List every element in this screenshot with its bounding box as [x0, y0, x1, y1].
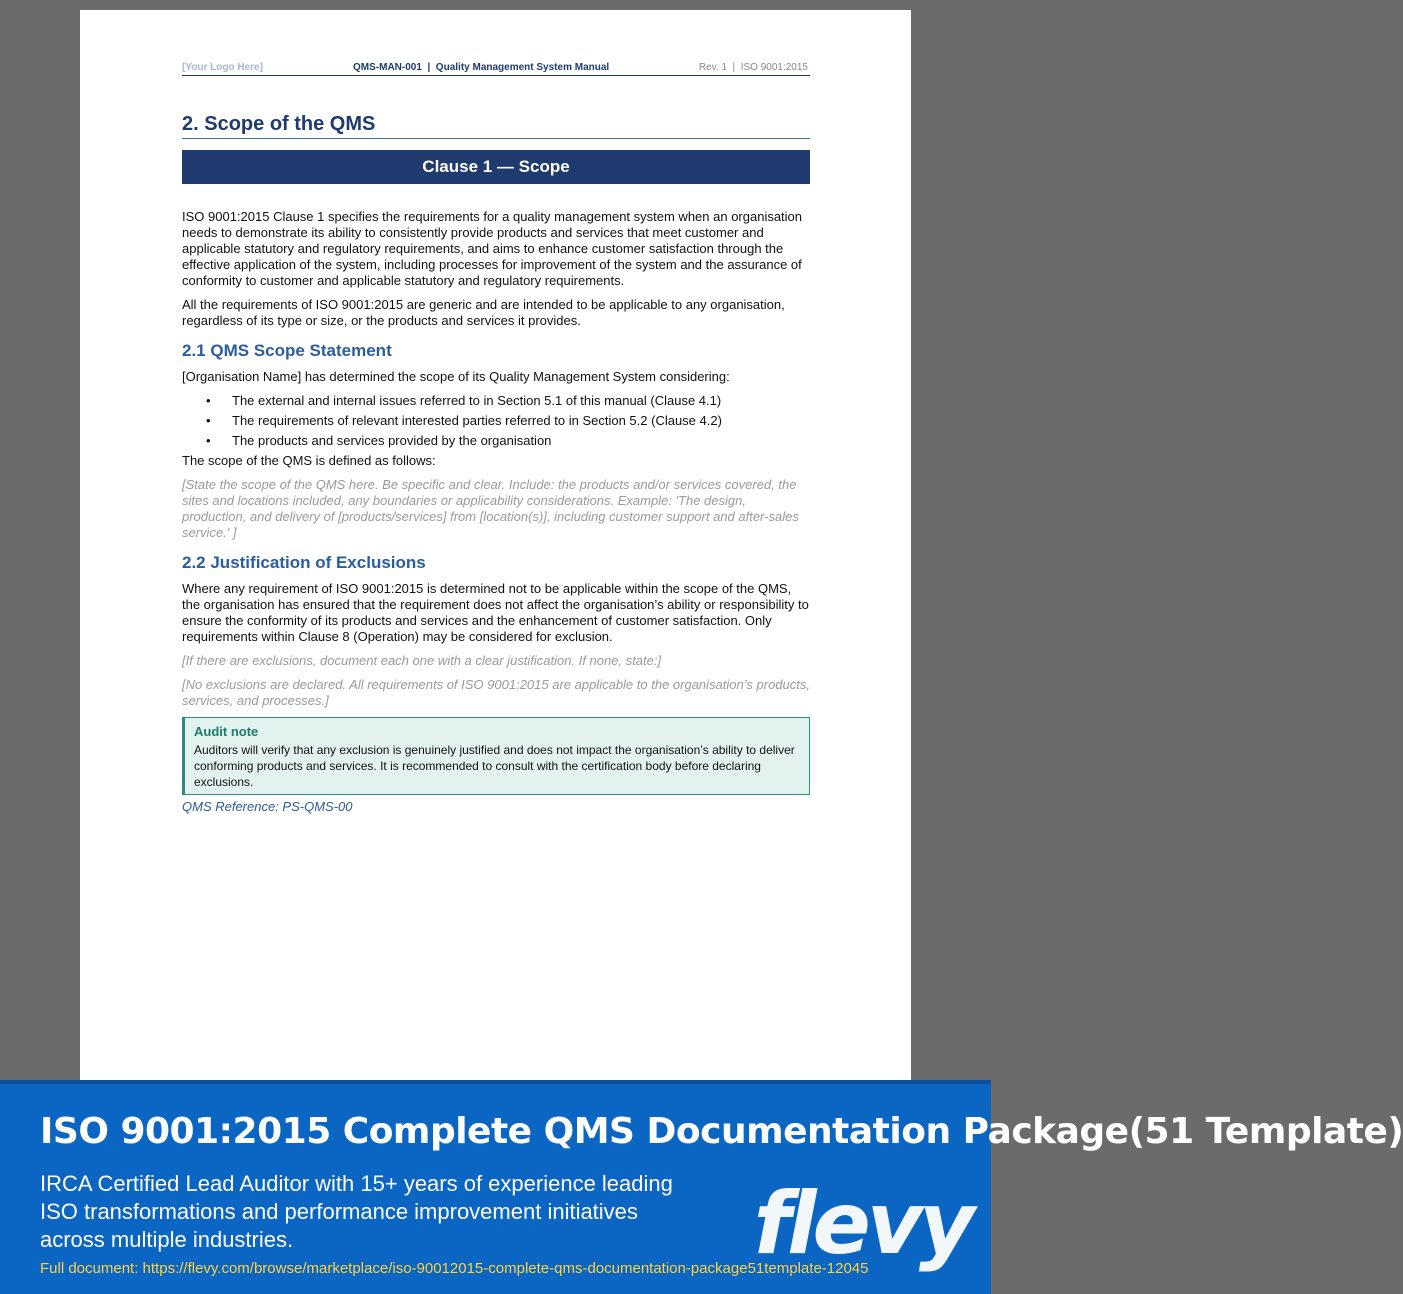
list-item-text: The requirements of relevant interested parties referred to in Section 5.2 (Clause 4.2) — [232, 413, 722, 428]
document-id-title: QMS-MAN-001 | Quality Management System Manual — [353, 62, 610, 73]
promo-banner — [0, 1080, 1403, 1294]
banner-title: ISO 9001:2015 Complete QMS Documentation Package(51 Template) — [40, 1111, 1403, 1152]
document-page — [80, 10, 911, 1085]
audit-note-box — [182, 717, 810, 795]
section-title: 2. Scope of the QMS — [182, 112, 810, 139]
scope-placeholder: [State the scope of the QMS here. Be specific and clear. Include: the products and/or services covered, the sites and locations included, any boundaries or applicability considerations. Example: 'The design, production, and delivery of [products/services] from [location(s)], including customer support and after-sales service.' ] — [182, 477, 799, 540]
flevy-logo: flevy — [753, 1174, 971, 1274]
bullet-icon: • — [206, 393, 211, 408]
intro-paragraph-2: All the requirements of ISO 9001:2015 are generic and are intended to be applicable to any organisation, regardless of its type or size, or the products and services it provides. — [182, 297, 785, 328]
logo-placeholder: [Your Logo Here] — [182, 62, 263, 73]
audit-note-text: Auditors will verify that any exclusion is genuinely justified and does not impact the organisation’s ability to deliver conforming products and services. It is recommended to consult with the certification body before declaring exclusions. — [194, 743, 795, 789]
revision-standard: Rev. 1 | ISO 9001:2015 — [698, 62, 808, 73]
qms-reference: QMS Reference: PS-QMS-00 — [182, 799, 353, 814]
document-header — [182, 60, 810, 76]
list-item — [182, 393, 810, 409]
audit-note-title: Audit note — [194, 724, 259, 739]
bullet-icon: • — [206, 413, 211, 428]
exclusions-body: Where any requirement of ISO 9001:2015 is determined not to be applicable within the scope of the QMS, the organisation has ensured that the requirement does not affect the organisation’s ability or responsibility to ensure the conformity of its products and services and the enhancement of customer satisfaction. Only requirements within Clause 8 (Operation) may be considered for exclusion. — [182, 581, 809, 644]
exclusions-placeholder-1: [If there are exclusions, document each one with a clear justification. If none, state:] — [182, 653, 662, 668]
scope-statement-lead: [Organisation Name] has determined the scope of its Quality Management System considering: — [182, 369, 730, 384]
intro-paragraph-1: ISO 9001:2015 Clause 1 specifies the requirements for a quality management system when an organisation needs to demonstrate its ability to consistently provide products and services that meet customer and applicable statutory and regulatory requirements, and aims to enhance customer satisfaction through the effective application of the system, including processes for improvement of the system and the assurance of conformity to customer and applicable statutory and regulatory requirements. — [182, 209, 803, 288]
clause-banner: Clause 1 — Scope — [182, 150, 810, 184]
scope-statement-heading: 2.1 QMS Scope Statement — [182, 341, 392, 360]
bullet-icon: • — [206, 433, 211, 448]
list-item — [182, 433, 810, 449]
list-item-text: The external and internal issues referred to in Section 5.1 of this manual (Clause 4.1) — [232, 393, 722, 408]
exclusions-heading: 2.2 Justification of Exclusions — [182, 553, 426, 572]
list-item-text: The products and services provided by the organisation — [232, 433, 552, 448]
section-body — [182, 209, 810, 815]
list-item — [182, 413, 810, 429]
full-document-link[interactable]: Full document: https://flevy.com/browse/marketplace/iso-90012015-complete-qms-documentation-package51template-12045 — [40, 1260, 869, 1277]
scope-defined-line: The scope of the QMS is defined as follows: — [182, 453, 436, 468]
exclusions-placeholder-2: [No exclusions are declared. All requirements of ISO 9001:2015 are applicable to the organisation’s products, services, and processes.] — [182, 677, 810, 708]
banner-description: IRCA Certified Lead Auditor with 15+ years of experience leading ISO transformations and performance improvement initiatives across multiple industries. — [40, 1171, 673, 1252]
scope-considerations-list — [182, 393, 810, 449]
